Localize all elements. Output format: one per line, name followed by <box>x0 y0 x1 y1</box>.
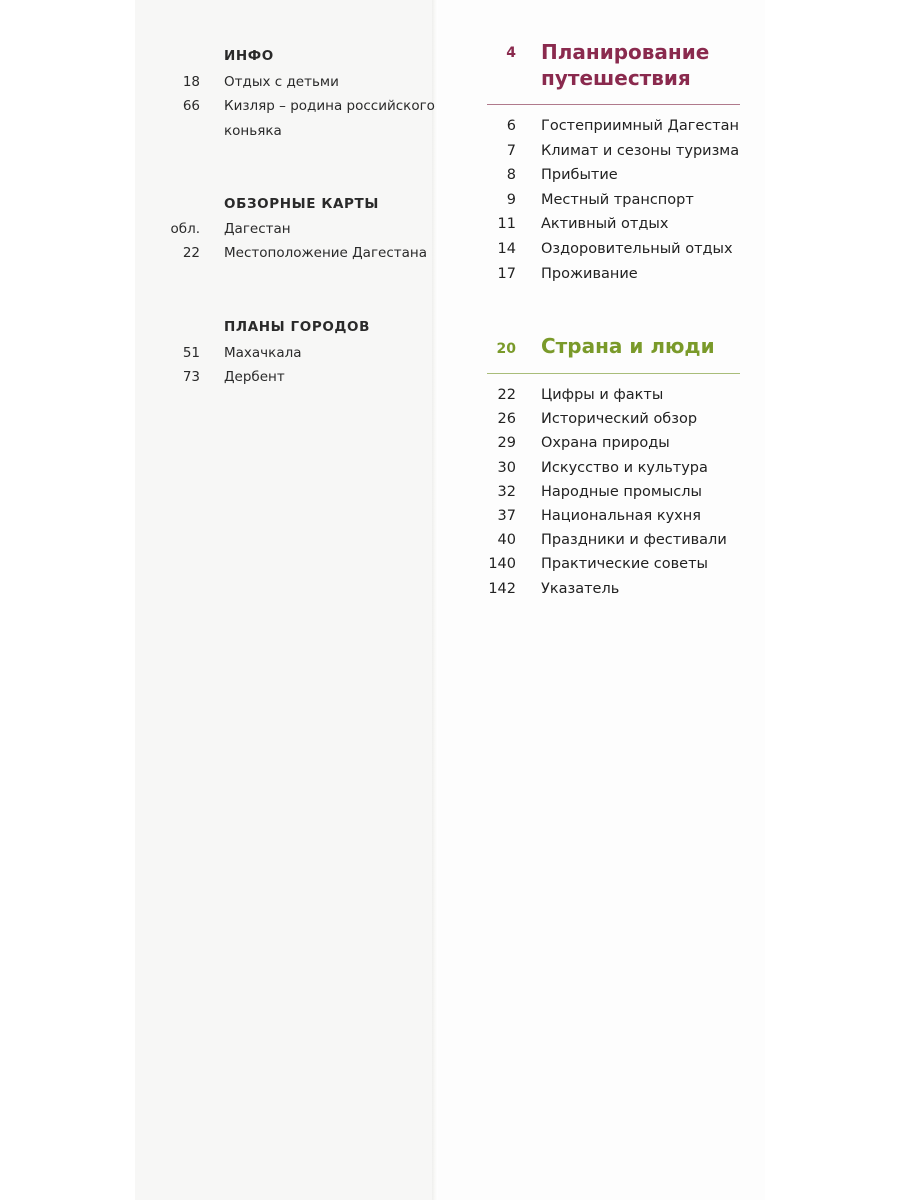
chapter-page-number: 4 <box>506 45 516 61</box>
entry-title: Махачкала <box>224 345 302 361</box>
left-page <box>135 0 435 1200</box>
entry-title: Гостеприимный Дагестан <box>541 118 740 134</box>
chapter-title-line2[interactable]: путешествия <box>541 66 691 90</box>
page-number: 30 <box>497 459 516 476</box>
entry-title: Указатель <box>541 580 620 597</box>
page-number: 17 <box>497 265 516 282</box>
maps-title: ОБЗОРНЫЕ КАРТЫ <box>224 196 379 212</box>
page-number: 26 <box>497 411 516 428</box>
page-number: 18 <box>182 74 200 90</box>
page-number: 6 <box>506 118 516 134</box>
entry-title: Охрана природы <box>541 435 670 452</box>
entry-title: Народные промыслы <box>541 483 702 500</box>
entry-title: Активный отдых <box>541 216 669 233</box>
chapter-divider <box>487 104 740 105</box>
page-number: 14 <box>497 241 516 257</box>
entry-title: Прибытие <box>541 167 618 184</box>
plans-title: ПЛАНЫ ГОРОДОВ <box>224 319 370 335</box>
page-number: обл. <box>170 221 200 237</box>
entry-title: Цифры и факты <box>541 387 664 403</box>
entry-title: Дербент <box>224 369 285 385</box>
page-number: 9 <box>506 191 516 208</box>
chapter-divider <box>487 373 740 374</box>
entry-title: Кизляр – родина российского <box>224 98 435 114</box>
page-number: 22 <box>497 387 516 403</box>
entry-title: Отдых с детьми <box>224 74 339 90</box>
page-number: 73 <box>182 369 200 385</box>
page-number: 40 <box>497 532 516 549</box>
page-number: 66 <box>182 98 200 114</box>
entry-title-continued: коньяка <box>224 123 282 139</box>
page-number: 32 <box>497 483 516 500</box>
chapter-title[interactable]: Страна и люди <box>541 334 715 358</box>
page-number: 11 <box>497 216 516 233</box>
entry-title: Исторический обзор <box>541 411 698 428</box>
info-title: ИНФО <box>224 48 274 64</box>
entry-title: Практические советы <box>541 556 708 573</box>
entry-title: Местоположение Дагестана <box>224 245 428 261</box>
page-number: 51 <box>182 345 200 361</box>
entry-title: Оздоровительный отдых <box>541 241 733 257</box>
page-number: 142 <box>488 580 516 597</box>
entry-title: Национальная кухня <box>541 508 701 524</box>
entry-title: Климат и сезоны туризма <box>541 142 740 159</box>
page-number: 22 <box>182 245 200 261</box>
page-number: 37 <box>497 508 516 524</box>
entry-title: Проживание <box>541 265 638 282</box>
entry-title: Дагестан <box>224 221 291 237</box>
page-number: 8 <box>506 167 516 184</box>
book-fold <box>432 0 438 1200</box>
entry-title: Местный транспорт <box>541 191 694 208</box>
entry-title: Искусство и культура <box>541 459 708 476</box>
entry-title: Праздники и фестивали <box>541 532 727 549</box>
chapter-title[interactable]: Планирование <box>541 40 710 64</box>
page-number: 7 <box>506 142 516 159</box>
page-number: 140 <box>488 556 516 573</box>
chapter-page-number: 20 <box>496 341 516 357</box>
page-number: 29 <box>497 435 516 452</box>
